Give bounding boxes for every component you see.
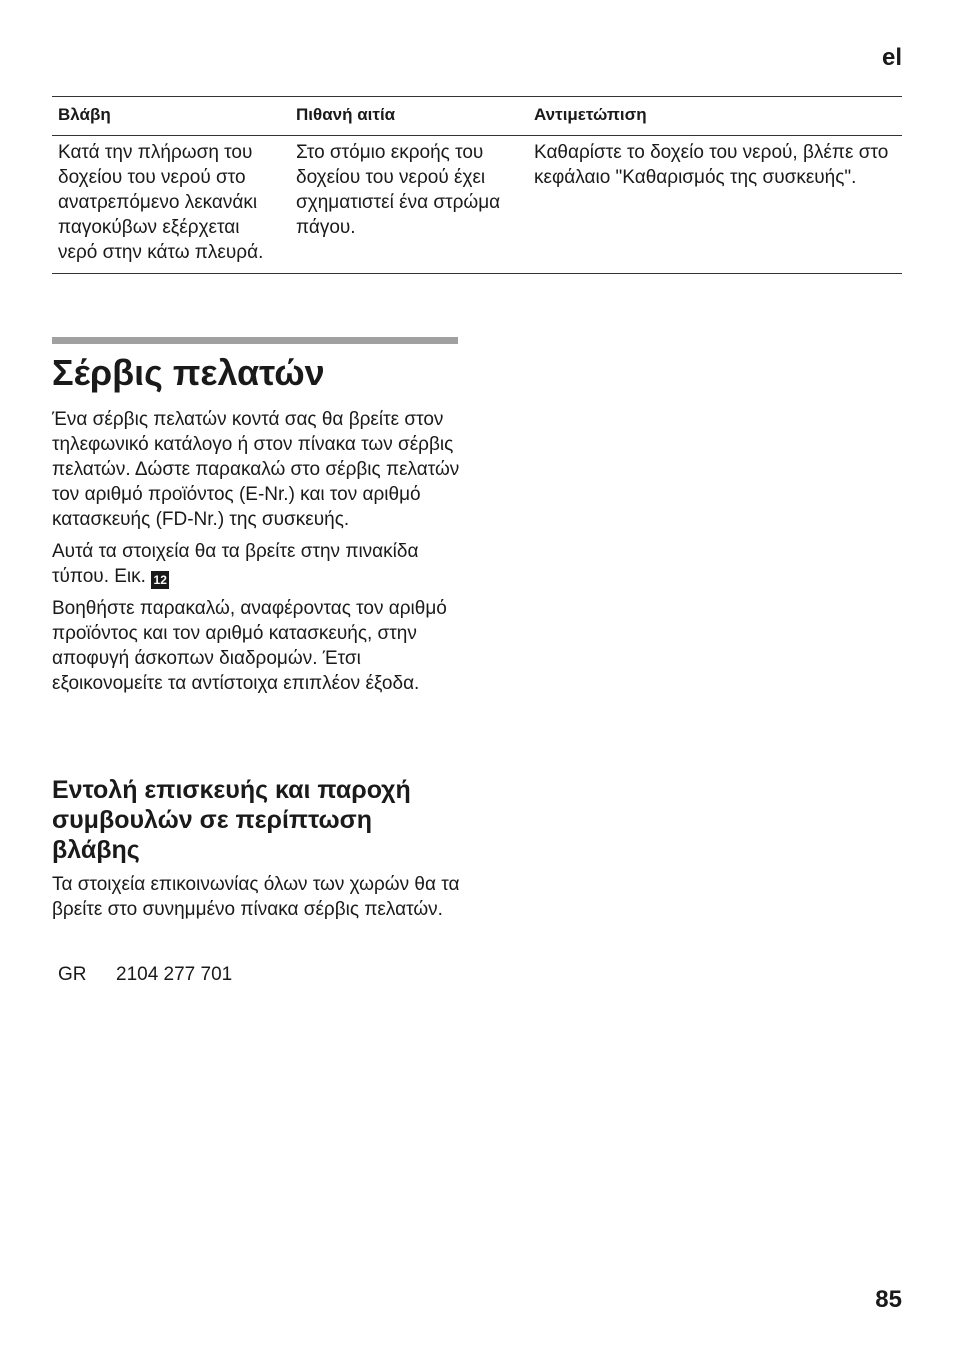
paragraph: Τα στοιχεία επικοινωνίας όλων των χωρών θα τα βρείτε στο συνημμένο πίνακα σέρβις πελατών. xyxy=(52,874,460,920)
table-header-row xyxy=(52,97,902,136)
subsection-title: Εντολή επισκευής και παροχή συμβουλών σε περίπτωση βλάβης xyxy=(52,776,411,864)
fault-table xyxy=(52,96,902,274)
table-cell-cause: Στο στόμιο εκροής του δοχείου του νερού έχει σχηματιστεί ένα στρώμα πάγου. xyxy=(290,136,528,274)
page-number: 85 xyxy=(875,1286,902,1313)
section-divider-bar xyxy=(52,337,458,344)
phone-number: 2104 277 701 xyxy=(116,964,233,985)
column-header-remedy: Αντιμετώπιση xyxy=(528,97,902,136)
paragraph: Ένα σέρβις πελατών κοντά σας θα βρείτε στον τηλεφωνικό κατάλογο ή στον πίνακα των σέρβις πελατών. Δώστε παρακαλώ στο σέρβις πελατών τον αριθμό προϊόντος (E-Nr.) και τον αριθμό κατασκευής (FD-Nr.) της συσκευής. xyxy=(52,409,460,530)
section-body xyxy=(52,407,462,703)
country-code: GR xyxy=(58,964,87,985)
contact-line xyxy=(58,962,232,987)
figure-reference-badge: 12 xyxy=(151,571,169,589)
table-cell-remedy: Καθαρίστε το δοχείο του νερού, βλέπε στο κεφάλαιο "Καθαρισμός της συσκευής". xyxy=(528,136,902,274)
table-row xyxy=(52,136,902,274)
language-code: el xyxy=(881,44,902,71)
column-header-cause: Πιθανή αιτία xyxy=(290,97,528,136)
paragraph-figure-ref xyxy=(52,539,462,589)
section-title: Σέρβις πελατών xyxy=(52,352,325,393)
paragraph: Βοηθήστε παρακαλώ, αναφέροντας τον αριθμό προϊόντος και τον αριθμό κατασκευής, στην αποφυγή άσκοπων διαδρομών. Έτσι εξοικονομείτε τα αντίστοιχα επιπλέον έξοδα. xyxy=(52,598,447,694)
paragraph-text: Αυτά τα στοιχεία θα τα βρείτε στην πινακίδα τύπου. Εικ. xyxy=(52,541,419,587)
subsection-body xyxy=(52,872,462,929)
column-header-fault: Βλάβη xyxy=(52,97,290,136)
table-cell-fault: Κατά την πλήρωση του δοχείου του νερού στο ανατρεπόμενο λεκανάκι παγοκύβων εξέρχεται νερό στην κάτω πλευρά. xyxy=(52,136,290,274)
